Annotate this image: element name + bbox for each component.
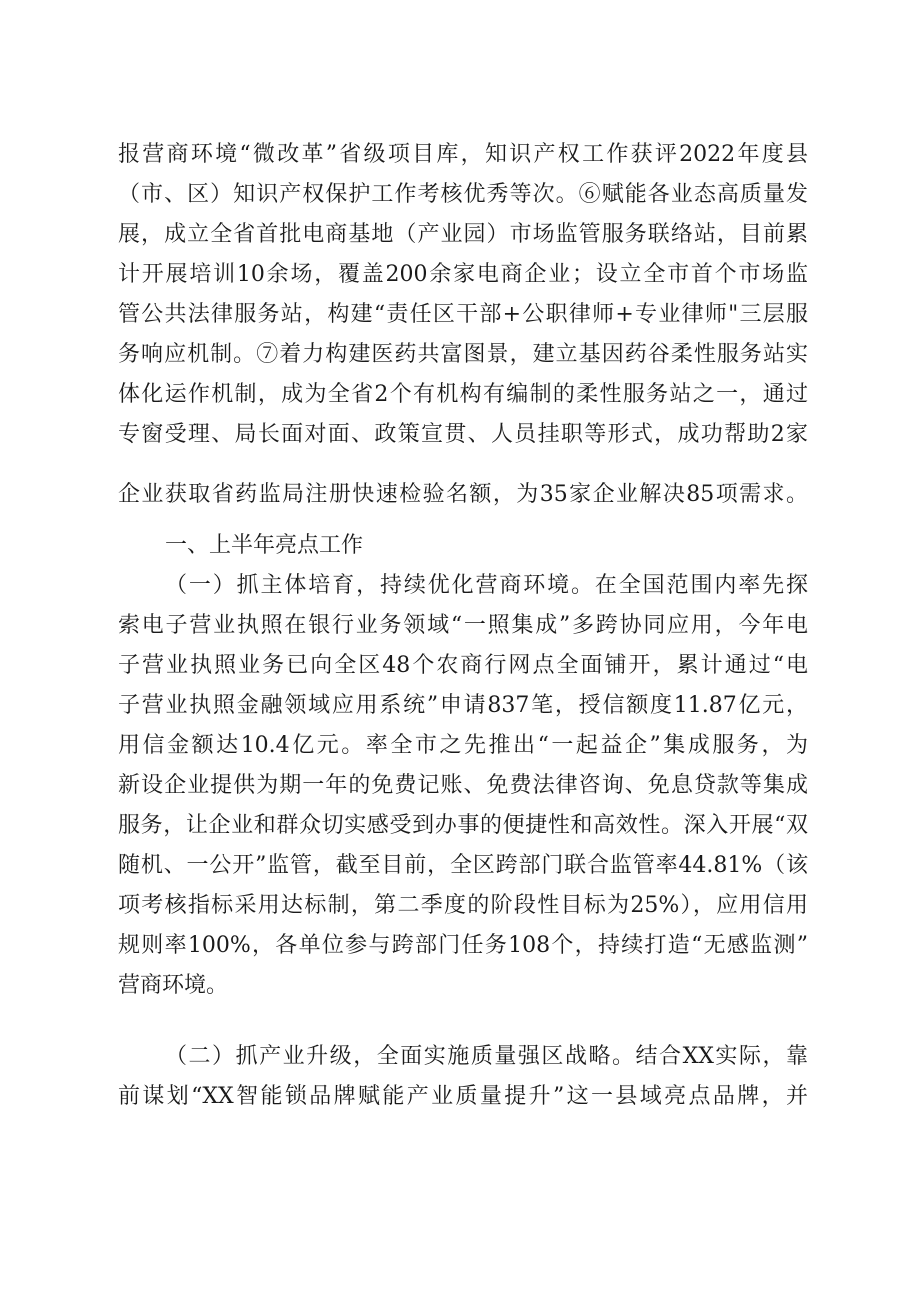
paragraph-line: 营商环境。 [118, 973, 229, 998]
paragraph-line: 前谋划“XX智能锁品牌赋能产业质量提升”这一县域亮点品牌，并 [118, 1084, 808, 1109]
paragraph-line: 子营业执照业务已向全区48个农商行网点全面铺开，累计通过“电 [118, 653, 808, 678]
subsection-first-line: （二）抓产业升级，全面实施质量强区战略。结合XX实际，靠 [165, 1044, 808, 1069]
paragraph-line: 服务，让企业和群众切实感受到办事的便捷性和高效性。深入开展“双 [118, 813, 808, 838]
paragraph-line: 体化运作机制，成为全省2个有机构有编制的柔性服务站之一，通过 [118, 382, 808, 407]
paragraph-line: 展，成立全省首批电商基地（产业园）市场监管服务联络站，目前累 [118, 222, 808, 247]
paragraph-line: 企业获取省药监局注册快速检验名额，为35家企业解决85项需求。 [118, 482, 808, 507]
paragraph-line: 管公共法律服务站，构建“责任区干部+公职律师+专业律师"三层服 [118, 302, 808, 327]
section-heading: 一、上半年亮点工作 [165, 533, 364, 558]
paragraph-line: 随机、一公开”监管，截至目前，全区跨部门联合监管率44.81%（该 [118, 853, 808, 878]
paragraph-line: 计开展培训10余场，覆盖200余家电商企业；设立全市首个市场监 [118, 262, 808, 287]
paragraph-line: 子营业执照金融领域应用系统”申请837笔，授信额度11.87亿元， [118, 693, 808, 718]
paragraph-line: 用信金额达10.4亿元。率全市之先推出“一起益企”集成服务，为 [118, 733, 808, 758]
paragraph-line: 规则率100%，各单位参与跨部门任务108个，持续打造“无感监测” [118, 933, 808, 958]
paragraph-line: 项考核指标采用达标制，第二季度的阶段性目标为25%），应用信用 [118, 893, 808, 918]
subsection-first-line: （一）抓主体培育，持续优化营商环境。在全国范围内率先探 [165, 573, 808, 598]
paragraph-line: 报营商环境“微改革”省级项目库，知识产权工作获评2022年度县 [118, 142, 808, 167]
paragraph-line: 索电子营业执照在银行业务领域“一照集成”多跨协同应用，今年电 [118, 613, 808, 638]
paragraph-line: 新设企业提供为期一年的免费记账、免费法律咨询、免息贷款等集成 [118, 773, 808, 798]
paragraph-line: 务响应机制。⑦着力构建医药共富图景，建立基因药谷柔性服务站实 [118, 342, 808, 367]
paragraph-line: （市、区）知识产权保护工作考核优秀等次。⑥赋能各业态高质量发 [118, 182, 808, 207]
paragraph-line: 专窗受理、局长面对面、政策宣贯、人员挂职等形式，成功帮助2家 [118, 422, 808, 447]
